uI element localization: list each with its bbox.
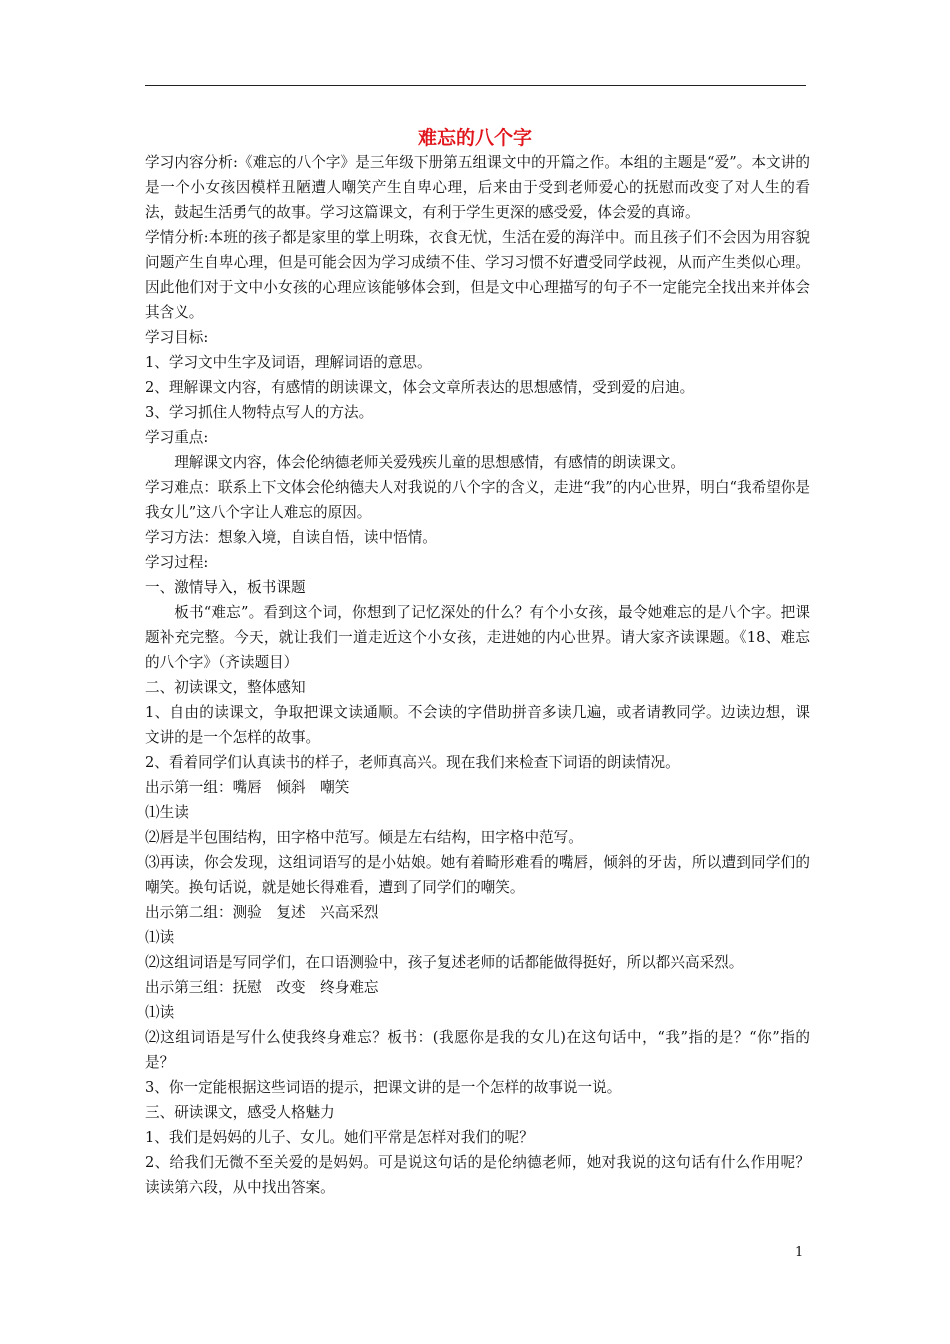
- document-body: [145, 150, 810, 1200]
- paragraph: 学习内容分析:《难忘的八个字》是三年级下册第五组课文中的开篇之作。本组的主题是“爱”。本文讲的是一个小女孩因模样丑陋遭人嘲笑产生自卑心理，后来由于受到老师爱心的抚慰而改变了对人生的看法，鼓起生活勇气的故事。学习这篇课文，有利于学生更深的感受爱，体会爱的真谛。: [145, 154, 810, 221]
- header-rule: [145, 85, 806, 86]
- paragraph: ⑴读: [145, 1004, 175, 1021]
- paragraph: 出示第三组：抚慰 改变 终身难忘: [145, 979, 379, 996]
- paragraph: 2、给我们无微不至关爱的是妈妈。可是说这句话的是伦纳德老师，她对我说的这句话有什么作用呢？读读第六段，从中找出答案。: [145, 1154, 810, 1196]
- page-number: 1: [795, 1245, 804, 1260]
- paragraph: ⑵唇是半包围结构，田字格中范写。倾是左右结构，田字格中范写。: [145, 829, 583, 846]
- paragraph: ⑴生读: [145, 804, 189, 821]
- paragraph: ⑵这组词语是写什么使我终身难忘？板书：(我愿你是我的女儿)在这句话中，“我”指的是？“你”指的是？: [145, 1029, 810, 1071]
- paragraph: 2、看着同学们认真读书的样子，老师真高兴。现在我们来检查下词语的朗读情况。: [145, 754, 680, 771]
- paragraph: 出示第二组：测验 复述 兴高采烈: [145, 904, 379, 921]
- paragraph: 学习目标:: [145, 329, 209, 346]
- paragraph: 3、学习抓住人物特点写人的方法。: [145, 404, 374, 421]
- paragraph: 1、自由的读课文，争取把课文读通顺。不会读的字借助拼音多读几遍，或者请教同学。边读边想，课文讲的是一个怎样的故事。: [145, 704, 810, 746]
- paragraph: 二、初读课文，整体感知: [145, 679, 306, 696]
- paragraph: 3、你一定能根据这些词语的提示，把课文讲的是一个怎样的故事说一说。: [145, 1079, 622, 1096]
- paragraph: 板书“难忘”。看到这个词，你想到了记忆深处的什么？有个小女孩，最令她难忘的是八个字。把课题补充完整。今天，就让我们一道走近这个小女孩，走进她的内心世界。请大家齐读课题。《18、难忘的八个字》（齐读题目）: [145, 604, 810, 671]
- paragraph: 学习难点：联系上下文体会伦纳德夫人对我说的八个字的含义，走进“我”的内心世界，明白“我希望你是我女儿”这八个字让人难忘的原因。: [145, 479, 810, 521]
- paragraph: ⑵这组词语是写同学们，在口语测验中，孩子复述老师的话都能做得挺好，所以都兴高采烈。: [145, 954, 744, 971]
- paragraph: 2、理解课文内容，有感情的朗读课文，体会文章所表达的思想感情，受到爱的启迪。: [145, 379, 695, 396]
- document-title: 难忘的八个字: [417, 127, 532, 149]
- paragraph: 1、学习文中生字及词语，理解词语的意思。: [145, 354, 432, 371]
- paragraph: 学习重点:: [145, 429, 209, 446]
- paragraph: 学情分析:本班的孩子都是家里的掌上明珠，衣食无忧，生活在爱的海洋中。而且孩子们不会因为用容貌问题产生自卑心理，但是可能会因为学习成绩不佳、学习习惯不好遭受同学歧视，从而产生类似心理。因此他们对于文中小女孩的心理应该能够体会到，但是文中心理描写的句子不一定能完全找出来并体会其含义。: [145, 229, 810, 321]
- paragraph: 学习方法：想象入境，自读自悟，读中悟情。: [145, 529, 437, 546]
- paragraph: 一、激情导入，板书课题: [145, 579, 306, 596]
- paragraph: 三、研读课文，感受人格魅力: [145, 1104, 335, 1121]
- paragraph: ⑶再读，你会发现，这组词语写的是小姑娘。她有着畸形难看的嘴唇，倾斜的牙齿，所以遭到同学们的嘲笑。换句话说，就是她长得难看，遭到了同学们的嘲笑。: [145, 854, 810, 896]
- paragraph: 学习过程:: [145, 554, 209, 571]
- paragraph: ⑴读: [145, 929, 175, 946]
- paragraph: 1、我们是妈妈的儿子、女儿。她们平常是怎样对我们的呢？: [145, 1129, 534, 1146]
- paragraph: 理解课文内容，体会伦纳德老师关爱残疾儿童的思想感情，有感情的朗读课文。: [174, 454, 685, 471]
- paragraph: 出示第一组：嘴唇 倾斜 嘲笑: [145, 779, 350, 796]
